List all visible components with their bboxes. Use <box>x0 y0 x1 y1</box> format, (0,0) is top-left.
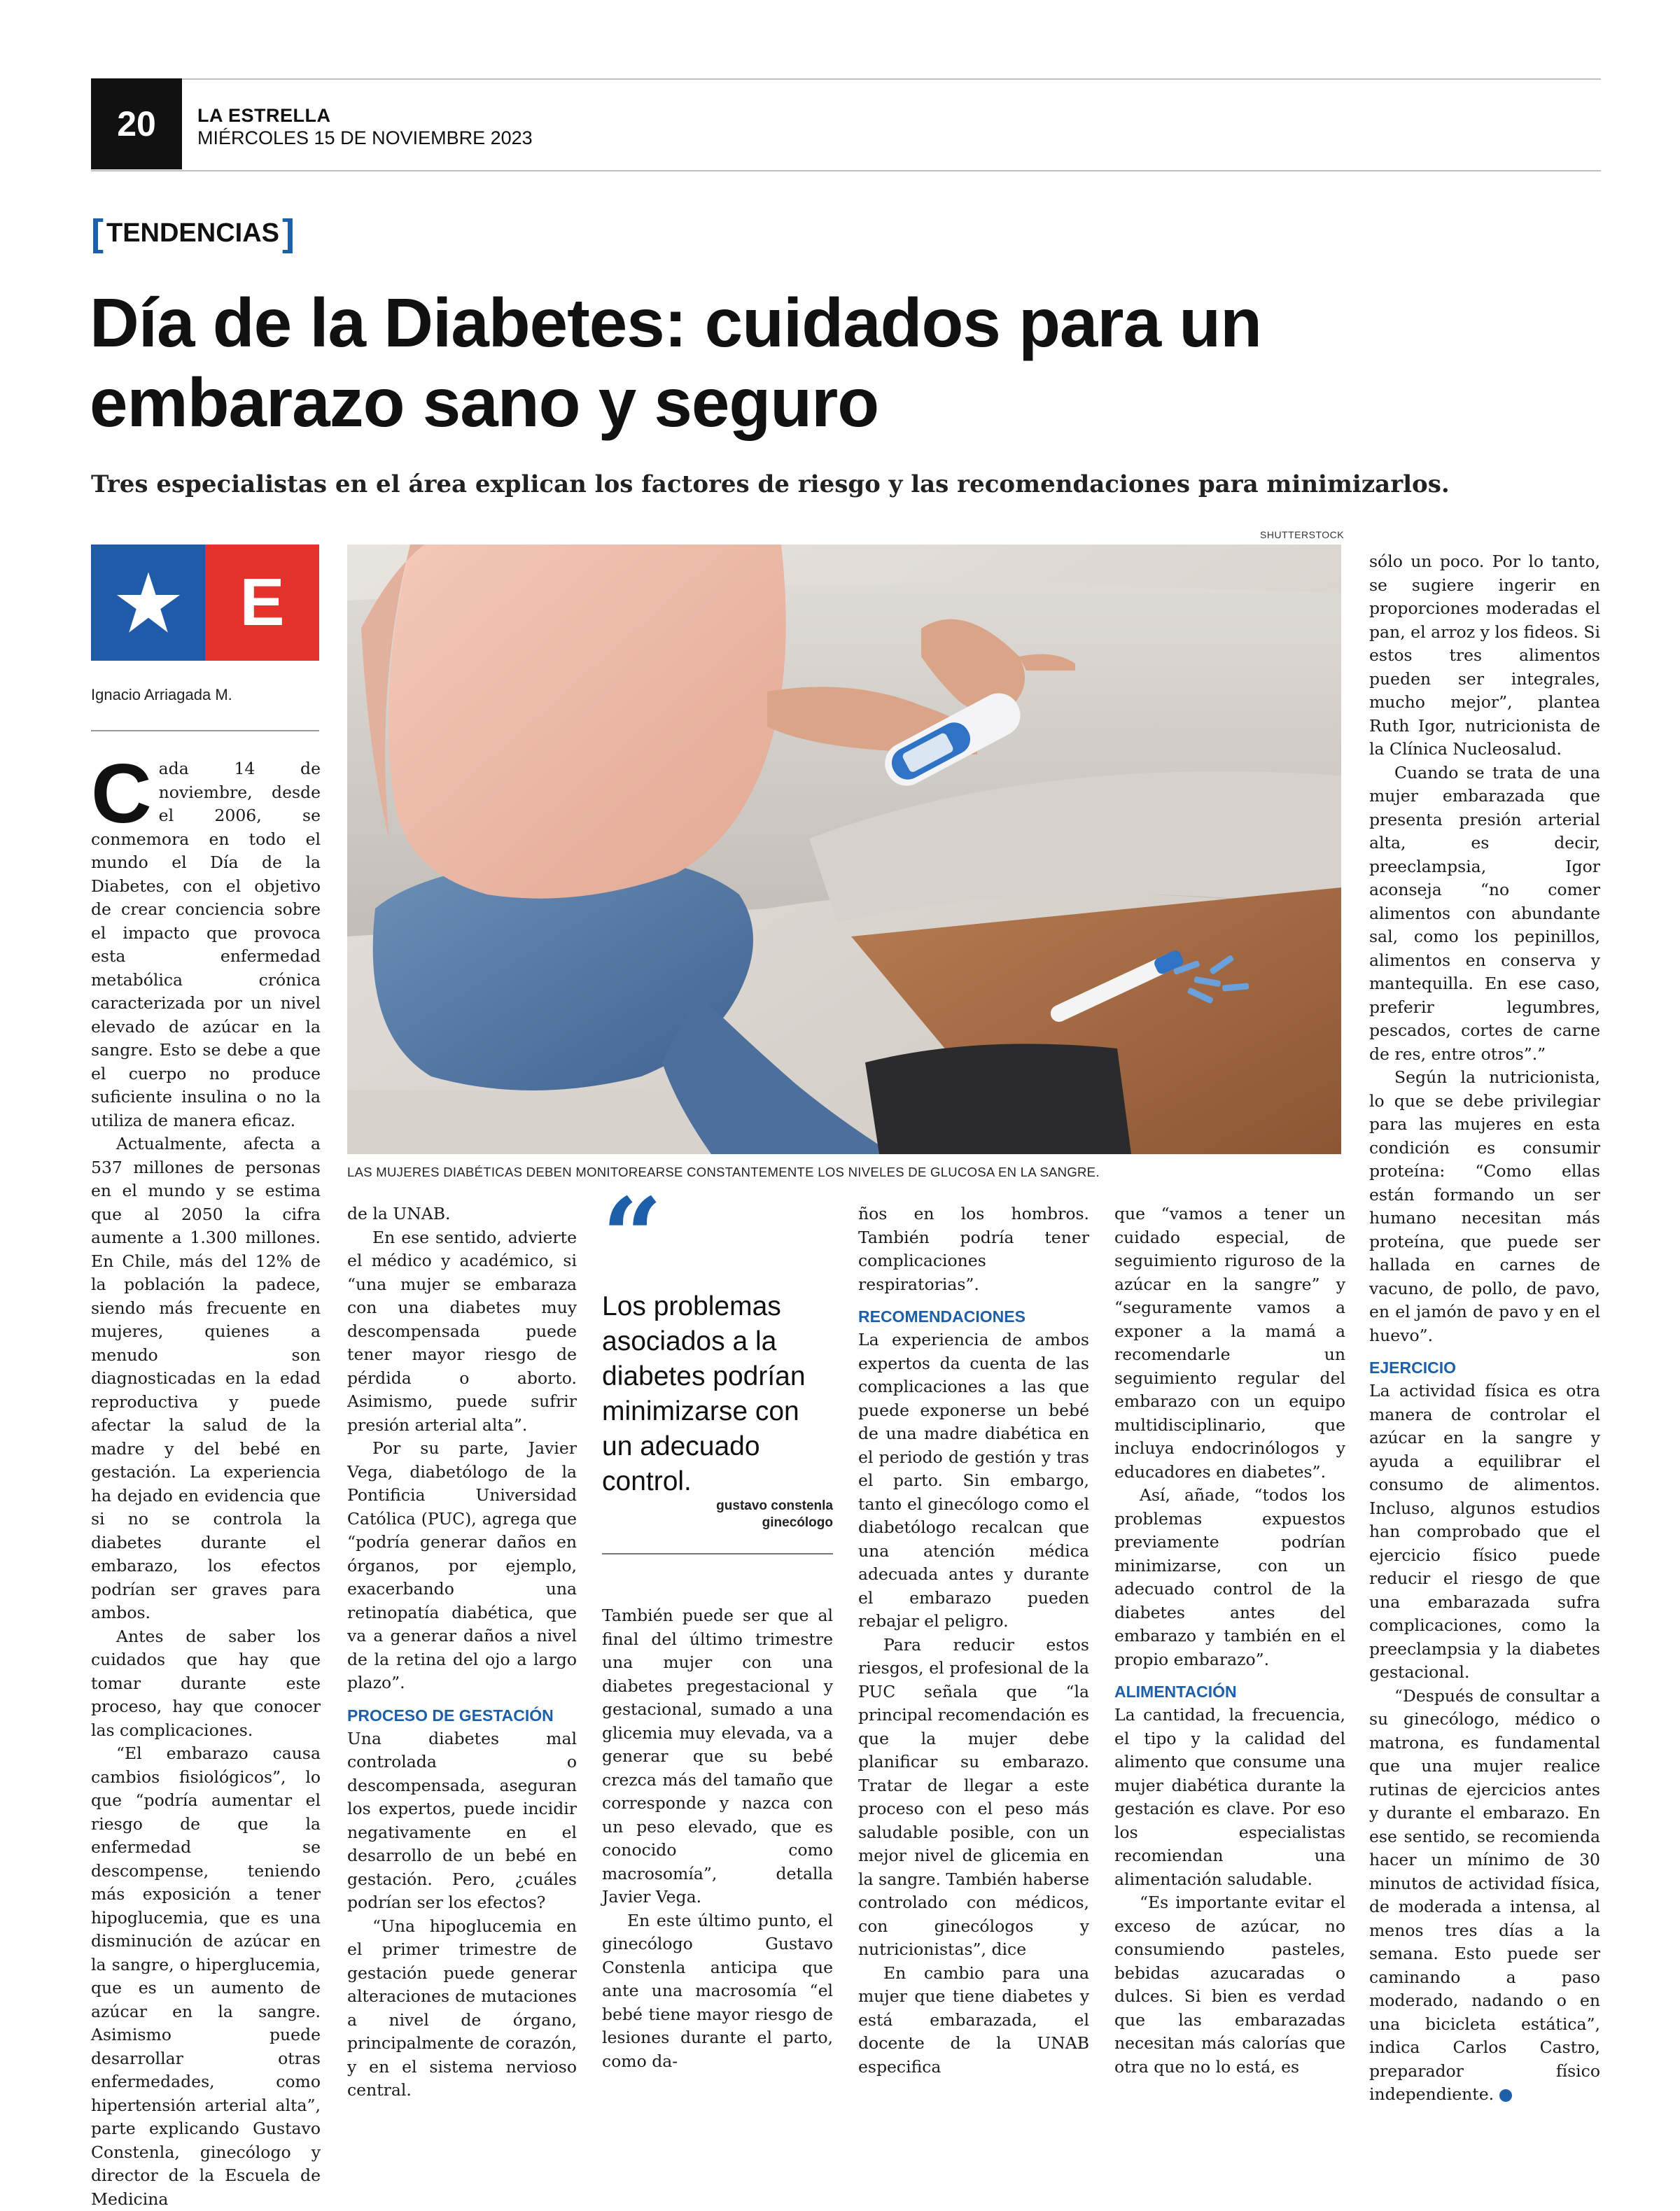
article-column-2 <box>347 1202 577 2103</box>
paragraph: La actividad física es otra manera de controlar el azúcar en la sangre y ayuda a equilibrar el consumo de alimentos. Incluso, algunos estudios han comprobado que el ejercicio físico puede reducir el riesgo de que una embarazada sufra complicaciones, como la preeclampsia y la diabetes gestacional. <box>1369 1381 1600 1682</box>
article-column-1 <box>91 747 321 2211</box>
byline: Ignacio Arriagada M. <box>91 686 232 703</box>
bracket-close: ] <box>282 212 295 254</box>
article-photo <box>347 545 1341 1154</box>
paragraph: de la UNAB. <box>347 1204 451 1223</box>
byline-rule <box>91 730 319 731</box>
photo-caption: LAS MUJERES DIABÉTICAS DEBEN MONITOREARSE CONSTANTEMENTE LOS NIVELES DE GLUCOSA EN LA SANGRE. <box>347 1165 1100 1179</box>
photo-credit: SHUTTERSTOCK <box>1260 529 1345 540</box>
pull-quote <box>602 1175 833 1499</box>
paragraph: En ese sentido, advierte el médico y académico, si “una mujer se embaraza con una diabetes muy descompensada puede tener mayor riesgo de pérdida o aborto. Asimismo, puede sufrir presión arterial alta”. <box>347 1227 577 1435</box>
article-column-3 <box>602 1604 833 2073</box>
page-number: 20 <box>91 78 182 169</box>
logo-letter: E <box>205 545 319 661</box>
section-label-text: TENDENCIAS <box>106 218 280 248</box>
paragraph: “El embarazo causa cambios fisiológicos”, lo que “podría aumentar el riesgo de que la enfermedad se descompense, teniendo más exposición a tener hipoglucemia, que es una disminución de azúcar en la sangre, o hiperglucemia, que es un aumento de azúcar en la sangre. Asimismo puede desarrollar otras enfermedades, como hipertensión arterial alta”, parte explicando Gustavo Constenla, ginecólogo y director de la Escuela de Medicina <box>91 1743 321 2209</box>
end-mark-icon: ✪ <box>1499 2089 1512 2102</box>
paragraph: También puede ser que al final del último trimestre una mujer con una diabetes pregestacional y gestacional, sumado a una glicemia muy elevada, va a generar que su bebé crezca más del tamaño que corresponde y nazca con un peso elevado, que es conocido como macrosomía”, detalla Javier Vega. <box>602 1606 833 1907</box>
paragraph: Cuando se trata de una mujer embarazada que presenta presión arterial alta, es decir, preeclampsia, Igor aconseja “no comer alimentos con abundante sal, como los pepinillos, alimentos en conserva y mantequilla. En ese caso, preferir legumbres, pescados, cortes de carne de res, entre otros”.” <box>1369 762 1600 1064</box>
subhead-ejercicio: EJERCICIO <box>1369 1359 1456 1377</box>
paragraph: que “vamos a tener un cuidado especial, de seguimiento riguroso de la azúcar en la sangre” y “seguramente vamos a exponer a la mamá a recomendarle un seguimiento regular del embarazo con un equipo multidisciplinario, que incluya endocrinólogos y educadores en diabetes”. <box>1114 1204 1345 1482</box>
paragraph: sólo un poco. Por lo tanto, se sugiere ingerir en proporciones moderadas el pan, el arroz y los fideos. Si estos tres alimentos pueden ser integrales, mucho mejor”, plantea Ruth Igor, nutricionista de la Clínica Nucleosalud. <box>1369 552 1600 759</box>
estrella-logo <box>91 545 319 661</box>
section-label <box>91 214 295 252</box>
paragraph: En cambio para una mujer que tiene diabetes y está embarazada, el docente de la UNAB especifica <box>858 1963 1089 2077</box>
paragraph <box>1369 1685 1600 2107</box>
paragraph: Según la nutricionista, lo que se debe privilegiar para las mujeres en esta condición es consumir proteína: “Como ellas están formando un ser humano necesitan más proteína, que puede ser hallada en carnes de vacuno, de pollo, de pavo, en el jamón de pavo y en el huevo”. <box>1369 1067 1600 1345</box>
drop-cap: C <box>91 747 152 841</box>
subhead-recomendaciones: RECOMENDACIONES <box>858 1307 1026 1326</box>
pull-quote-text: Los problemas asociados a la diabetes podrían minimizarse con un adecuado control. <box>602 1291 806 1496</box>
paragraph: Así, añade, “todos los problemas expuestos previamente podrían minimizarse, con un adecuado control de la diabetes antes del embarazo y también en el propio embarazo”. <box>1114 1485 1345 1669</box>
paragraph: Para reducir estos riesgos, el profesional de la PUC señala que “la principal recomendación es que la mujer debe planificar su embarazo. Tratar de llegar a este proceso con el peso más saludable posible, con un mejor nivel de glicemia en la sangre. También haberse controlado con médicos, con ginecólogos y nutricionistas”, dice <box>858 1634 1089 1959</box>
paragraph-text: “Después de consultar a su ginecólogo, médico o matrona, es fundamental que una mujer realice rutinas de ejercicios antes y durante el embarazo. En ese sentido, se recomienda hacer un mínimo de 30 minutos de actividad física, de moderada a intensa, al menos tres días a la semana. Esto puede ser caminando a paso moderado, nadando o en una bicicleta estática”, indica Carlos Castro, preparador físico independiente. <box>1369 1685 1600 2104</box>
paragraph: En este último punto, el ginecólogo Gustavo Constenla anticipa que ante una macrosomía “el bebé tiene mayor riesgo de lesiones durante el parto, como da- <box>602 1910 833 2071</box>
pull-quote-rule <box>602 1553 833 1554</box>
article-column-4 <box>858 1202 1089 2079</box>
subhead-proceso: PROCESO DE GESTACIÓN <box>347 1706 554 1725</box>
paragraph: Una diabetes mal controlada o descompensada, aseguran los expertos, puede incidir negativamente en el desarrollo de un bebé en gestación. Pero, ¿cuáles podrían ser los efectos? <box>347 1728 577 1912</box>
paragraph: Por su parte, Javier Vega, diabetólogo de la Pontificia Universidad Católica (PUC), agrega que “podría generar daños en órganos, por ejemplo, exacerbando una retinopatía diabética, que va a generar daños a nivel de la retina del ojo a largo plazo”. <box>347 1438 577 1692</box>
article-column-5 <box>1114 1202 1345 2079</box>
paragraph: La cantidad, la frecuencia, el tipo y la calidad del alimento que consume una mujer diabética durante la gestación es clave. Por eso los especialistas recomiendan una alimentación saludable. <box>1114 1705 1345 1889</box>
quote-mark-icon: “ <box>602 1175 663 1298</box>
bracket-open: [ <box>91 212 104 254</box>
headline: Día de la Diabetes: cuidados para un embarazo sano y seguro <box>90 284 1262 441</box>
subhead-alimentacion: ALIMENTACIÓN <box>1114 1683 1237 1701</box>
paragraph: Antes de saber los cuidados que hay que tomar durante este proceso, hay que conocer las complicaciones. <box>91 1626 321 1740</box>
pull-quote-attribution <box>602 1498 833 1531</box>
publication-name: LA ESTRELLA <box>197 105 331 126</box>
paragraph: Actualmente, afecta a 537 millones de personas en el mundo y se estima que al 2050 la cifra aumente a 1.300 millones. En Chile, más del 12% de la población la padece, siendo más frecuente en mujeres, quienes a menudo son diagnosticadas en la edad reproductiva y puede afectar la salud de la madre y del bebé en gestación. La experiencia ha dejado en evidencia que si no se controla la diabetes durante el embarazo, los efectos podrían ser graves para ambos. <box>91 1134 321 1622</box>
attribution-name: gustavo constenla <box>716 1498 833 1513</box>
header-top-rule <box>91 78 1601 80</box>
publication-date: MIÉRCOLES 15 DE NOVIEMBRE 2023 <box>197 127 533 148</box>
paragraph: “Es importante evitar el exceso de azúcar, no consumiendo pasteles, bebidas azucaradas o dulces. Si bien es verdad que las embarazadas necesitan más calorías que otra que no lo está, es <box>1114 1893 1345 2077</box>
paragraph: ños en los hombros. También podría tener complicaciones respiratorias”. <box>858 1204 1089 1294</box>
paragraph: “Una hipoglucemia en el primer trimestre de gestación puede generar alteraciones de mutaciones a nivel de órgano, principalmente de corazón, y en el sistema nervioso central. <box>347 1916 577 2100</box>
paragraph: ada 14 de noviembre, desde el 2006, se conmemora en todo el mundo el Día de la Diabetes, con el objetivo de crear conciencia sobre el impacto que provoca esta enfermedad metabólica crónica caracterizada por un nivel elevado de azúcar en la sangre. Esto se debe a que el cuerpo no produce suficiente insulina o no la utiliza de manera eficaz. <box>91 759 321 1130</box>
header-bottom-rule <box>91 170 1601 171</box>
deck: Tres especialistas en el área explican los factores de riesgo y las recomendaciones para minimizarlos. <box>91 470 1450 498</box>
star-icon <box>91 545 205 661</box>
paragraph: La experiencia de ambos expertos da cuenta de las complicaciones a las que puede exponerse un bebé de una madre diabética en el periodo de gestión y tras el parto. Sin embargo, tanto el ginecólogo como el diabetólogo recalcan que una atención médica adecuada antes y durante el embarazo pueden rebajar el peligro. <box>858 1330 1089 1631</box>
attribution-role: ginecólogo <box>762 1515 833 1530</box>
article-column-6 <box>1369 550 1600 2107</box>
